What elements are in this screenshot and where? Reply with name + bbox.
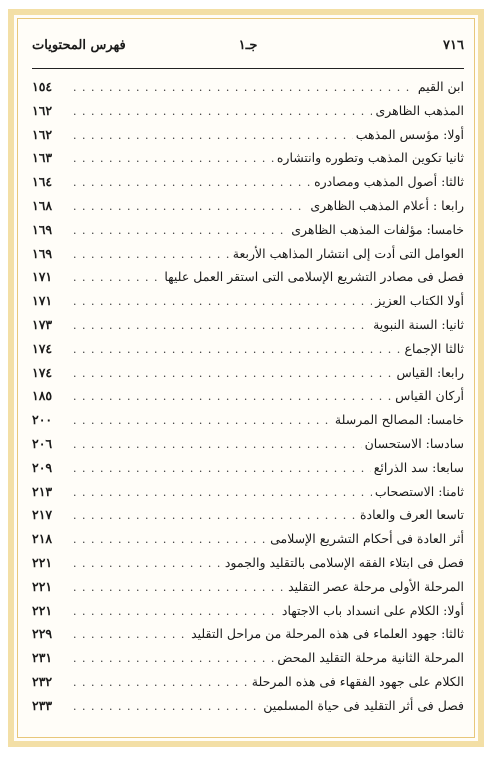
dot-leader: [73, 433, 362, 457]
toc-entry-page: ٢٢١: [32, 602, 53, 618]
toc-entry: [32, 503, 464, 527]
toc-entry-page: ١٦٩: [32, 221, 53, 237]
dot-leader: [73, 76, 415, 100]
dot-leader: [73, 647, 274, 671]
dot-leader: [73, 338, 402, 362]
toc-entry-page: ١٦٤: [32, 174, 53, 190]
dot-leader: [73, 385, 392, 409]
dot-leader: [73, 195, 307, 219]
toc-entry: [32, 218, 464, 242]
toc-entry-page: ١٧١: [32, 293, 53, 309]
toc-entry-page: ٢٠٠: [32, 412, 53, 428]
toc-entry: [32, 361, 464, 385]
toc-entry-title: المرحلة الثانية مرحلة التقليد المحض: [277, 650, 464, 666]
toc-entry: [32, 432, 464, 456]
toc-entry-title: خامسا: مؤلفات المذهب الظاهرى: [291, 221, 464, 237]
toc-entry: [32, 146, 464, 170]
toc-entry-title: سادسا: الاستحسان: [364, 435, 464, 451]
toc-entry: [32, 694, 464, 718]
toc-entry: [32, 313, 464, 337]
dot-leader: [73, 576, 285, 600]
toc-entry-page: ٢٢١: [32, 578, 53, 594]
toc-entry-page: ٢٢٩: [32, 626, 53, 642]
toc-entry-page: ٢٣١: [32, 650, 53, 666]
dot-leader: [73, 243, 230, 267]
dot-leader: [73, 623, 188, 647]
toc-entry-page: ١٥٤: [32, 79, 53, 94]
toc-entry-page: ١٧٤: [32, 340, 53, 356]
toc-entry-title: خامسا: المصالح المرسلة: [334, 412, 464, 428]
toc-entry: [32, 123, 464, 147]
toc-entry-page: ٢٣٣: [32, 697, 53, 713]
toc-entry-title: العوامل التى أدت إلى انتشار المذاهب الأربعة: [232, 245, 464, 261]
dot-leader: [73, 695, 260, 719]
toc-entry-page: ١٦٣: [32, 150, 53, 166]
toc-entry: [32, 99, 464, 123]
toc-entry-page: ٢٢١: [32, 554, 53, 570]
toc-entry: [32, 408, 464, 432]
dot-leader: [73, 171, 311, 195]
dot-leader: [73, 600, 279, 624]
toc-entry: [32, 75, 464, 99]
toc-entry: [32, 194, 464, 218]
toc-entry-title: رابعا: القياس: [396, 364, 464, 380]
toc-entry: [32, 242, 464, 266]
toc-entry-title: ثامنا: الاستصحاب: [374, 483, 464, 499]
dot-leader: [73, 671, 249, 695]
toc-entry: [32, 384, 464, 408]
toc-entry: [32, 527, 464, 551]
table-of-contents: [32, 75, 464, 718]
toc-entry: [32, 337, 464, 361]
toc-entry-title: فصل فى ابتلاء الفقه الإسلامى بالتقليد والجمود: [224, 554, 464, 570]
toc-entry-title: أركان القياس: [395, 388, 464, 404]
dot-leader: [73, 124, 353, 148]
toc-entry-title: الكلام على جهود الفقهاء فى هذه المرحلة: [251, 673, 464, 689]
dot-leader: [73, 147, 274, 171]
dot-leader: [73, 481, 372, 505]
dot-leader: [73, 266, 161, 290]
toc-entry-title: أولا الكتاب العزيز: [375, 293, 464, 309]
toc-entry: [32, 456, 464, 480]
toc-entry-title: ثانيا تكوين المذهب وتطوره وانتشاره: [276, 150, 464, 166]
toc-entry-page: ٢٠٦: [32, 435, 53, 451]
toc-entry-title: ثالثا: أصول المذهب ومصادره: [314, 174, 464, 190]
toc-entry-page: ١٦٢: [32, 102, 53, 118]
dot-leader: [73, 552, 222, 576]
toc-entry-page: ٢٠٩: [32, 459, 53, 475]
toc-entry: [32, 670, 464, 694]
header-section-title: فهرس المحتويات: [32, 38, 126, 53]
toc-entry-title: أولا: مؤسس المذهب: [355, 126, 464, 142]
dot-leader: [73, 362, 394, 386]
toc-entry: [32, 265, 464, 289]
toc-entry: [32, 599, 464, 623]
toc-entry-title: فصل فى أثر التقليد فى حياة المسلمين: [263, 697, 464, 713]
toc-entry-page: ١٧١: [32, 269, 53, 285]
toc-entry-title: فصل فى مصادر التشريع الإسلامى التى استقر العمل عليها: [164, 269, 464, 285]
toc-entry: [32, 646, 464, 670]
toc-entry-page: ١٧٤: [32, 364, 53, 380]
toc-entry-page: ٢١٣: [32, 483, 53, 499]
toc-entry: [32, 289, 464, 313]
toc-entry-page: ١٨٥: [32, 388, 53, 404]
dot-leader: [73, 409, 332, 433]
toc-entry-page: ٢١٧: [32, 507, 53, 523]
toc-entry-title: أثر العادة فى أحكام التشريع الإسلامى: [270, 531, 464, 547]
toc-entry-title: ابن القيم: [417, 79, 464, 94]
toc-entry-page: ١٦٩: [32, 245, 53, 261]
toc-entry: [32, 622, 464, 646]
toc-entry-title: المرحلة الأولى مرحلة عصر التقليد: [288, 578, 464, 594]
page-header: [32, 38, 464, 66]
toc-entry-title: ثالثا: جهود العلماء فى هذه المرحلة من مراحل التقليد: [191, 626, 464, 642]
toc-entry-page: ٢١٨: [32, 531, 53, 547]
toc-entry-page: ١٦٨: [32, 197, 53, 213]
header-volume: جـ١: [238, 38, 258, 53]
toc-entry-page: ٢٣٢: [32, 673, 53, 689]
toc-entry: [32, 551, 464, 575]
toc-entry-page: ١٧٣: [32, 316, 53, 332]
dot-leader: [73, 314, 370, 338]
dot-leader: [73, 100, 372, 124]
header-rule: [32, 68, 464, 69]
toc-entry-title: رابعا : أعلام المذهب الظاهرى: [310, 197, 464, 213]
toc-entry-title: ثالثا الإجماع: [404, 340, 464, 356]
toc-entry-title: تاسعا العرف والعادة: [360, 507, 464, 523]
dot-leader: [73, 528, 267, 552]
toc-entry: [32, 575, 464, 599]
dot-leader: [73, 504, 357, 528]
header-page-number: ٧١٦: [443, 38, 464, 53]
toc-entry: [32, 480, 464, 504]
toc-entry-title: سابعا: سد الذرائع: [373, 459, 464, 475]
toc-entry-title: ثانيا: السنة النبوية: [373, 316, 464, 332]
toc-entry-title: المذهب الظاهرى: [375, 102, 464, 118]
toc-entry-page: ١٦٢: [32, 126, 53, 142]
toc-entry-title: أولا: الكلام على انسداد باب الاجتهاد: [281, 602, 464, 618]
dot-leader: [73, 457, 371, 481]
toc-entry: [32, 170, 464, 194]
dot-leader: [73, 290, 372, 314]
dot-leader: [73, 219, 288, 243]
